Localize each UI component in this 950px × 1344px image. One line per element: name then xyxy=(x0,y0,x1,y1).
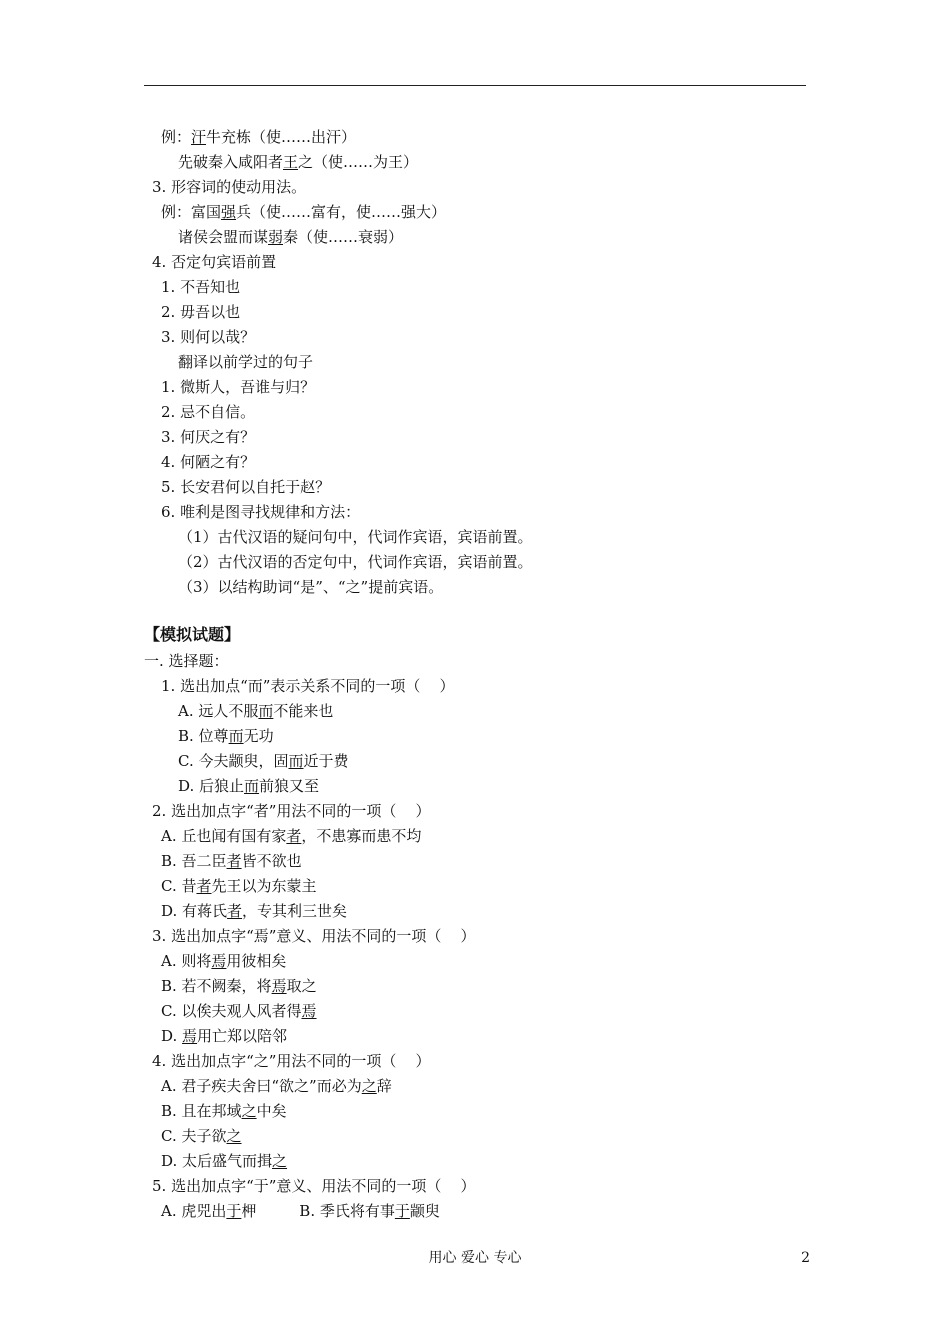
dotted-character: 汗 xyxy=(191,128,207,146)
text-segment: A. 丘也闻有国有家 xyxy=(161,827,287,845)
dotted-character: 之 xyxy=(226,1127,242,1145)
dotted-character: 于 xyxy=(394,1202,410,1220)
text-segment: 例：富国 xyxy=(161,203,222,221)
text-segment: 中矣 xyxy=(256,1102,287,1120)
text-segment: 不能来也 xyxy=(273,702,334,720)
text-segment: 牛充栋（使……出汗） xyxy=(206,128,357,146)
dotted-character: 于 xyxy=(226,1202,242,1220)
text-line xyxy=(161,327,255,347)
text-line xyxy=(152,177,306,197)
section-title: 【模拟试题】 xyxy=(144,625,241,644)
text-segment: 先破秦入咸阳者 xyxy=(178,153,284,171)
text-segment: 1. 不吾知也 xyxy=(161,278,241,296)
text-line xyxy=(161,502,360,522)
text-segment: 无功 xyxy=(243,727,274,745)
text-segment: 取之 xyxy=(286,977,317,995)
text-line xyxy=(161,477,330,497)
text-segment: A. 则将 xyxy=(161,952,212,970)
dotted-character: 弱 xyxy=(268,228,284,246)
text-segment: 近于费 xyxy=(303,752,349,770)
dotted-character: 之 xyxy=(241,1102,257,1120)
text-line xyxy=(152,252,276,272)
text-segment: D. 太后盛气而揖 xyxy=(161,1152,273,1170)
text-segment: A. 远人不服 xyxy=(178,702,259,720)
text-segment: 例： xyxy=(161,128,192,146)
dotted-character: 而 xyxy=(288,752,304,770)
text-segment: 6. 唯利是图寻找规律和方法： xyxy=(161,503,361,521)
text-segment: D. 有蒋氏 xyxy=(161,902,228,920)
text-segment: A. 虎兕出 xyxy=(161,1202,227,1220)
text-segment: 1. 微斯人，吾谁与归？ xyxy=(161,378,316,396)
text-line xyxy=(161,901,347,921)
text-segment: B. 吾二臣 xyxy=(161,852,227,870)
text-segment: 1. 选出加点“而”表示关系不同的一项（ ） xyxy=(161,677,455,695)
text-segment: 柙 B. 季氏将有事 xyxy=(241,1202,395,1220)
text-line xyxy=(152,801,431,821)
text-line xyxy=(161,1001,317,1021)
dotted-character: 者 xyxy=(226,852,242,870)
header-rule xyxy=(144,85,806,86)
text-segment: B. 且在邦域 xyxy=(161,1102,242,1120)
text-line xyxy=(152,1176,476,1196)
text-segment: ，专其利三世矣 xyxy=(242,902,348,920)
text-segment: 皆不欲也 xyxy=(241,852,302,870)
text-segment: 秦（使……衰弱） xyxy=(283,228,404,246)
dotted-character: 焉 xyxy=(211,952,227,970)
text-segment: 用彼相矣 xyxy=(226,952,287,970)
dotted-character: 而 xyxy=(228,727,244,745)
text-line xyxy=(178,352,313,372)
text-line xyxy=(161,1201,440,1221)
text-segment: B. 位尊 xyxy=(178,727,229,745)
text-line xyxy=(178,577,443,597)
text-segment: 4. 何陋之有？ xyxy=(161,453,256,471)
text-line xyxy=(152,926,476,946)
text-segment: 5. 长安君何以自托于赵？ xyxy=(161,478,331,496)
text-line xyxy=(178,552,533,572)
text-segment: C. 以俟夫观人风者得 xyxy=(161,1002,302,1020)
text-segment: 3. 选出加点字“焉”意义、用法不同的一项（ ） xyxy=(152,927,476,945)
text-line xyxy=(161,876,317,896)
page-number: 2 xyxy=(801,1250,810,1266)
dotted-character: 强 xyxy=(221,203,237,221)
text-segment: （3）以结构助词“是”、“之”提前宾语。 xyxy=(178,578,444,596)
text-segment: 2. 选出加点字“者”用法不同的一项（ ） xyxy=(152,802,431,820)
text-line xyxy=(161,1101,287,1121)
text-line xyxy=(161,676,455,696)
text-line xyxy=(161,402,255,422)
dotted-character: 焉 xyxy=(271,977,287,995)
text-line xyxy=(178,751,349,771)
text-line xyxy=(178,227,403,247)
text-segment: 3. 何厌之有？ xyxy=(161,428,256,446)
text-segment: C. 昔 xyxy=(161,877,197,895)
dotted-character: 者 xyxy=(196,877,212,895)
text-segment: （1）古代汉语的疑问句中，代词作宾语，宾语前置。 xyxy=(178,528,533,546)
text-line xyxy=(161,1151,287,1171)
text-line xyxy=(161,302,240,322)
text-line xyxy=(161,127,356,147)
text-segment: 2. 毋吾以也 xyxy=(161,303,241,321)
text-line xyxy=(178,726,274,746)
text-line xyxy=(161,951,286,971)
dotted-character: 者 xyxy=(227,902,243,920)
text-segment: 3. 则何以哉？ xyxy=(161,328,256,346)
text-segment: ，不患寡而患不均 xyxy=(301,827,422,845)
text-segment: D. 后狼止 xyxy=(178,777,245,795)
text-line xyxy=(178,776,319,796)
text-line xyxy=(161,1026,287,1046)
dotted-character: 而 xyxy=(258,702,274,720)
text-line xyxy=(152,1051,431,1071)
text-line xyxy=(161,202,446,222)
text-line xyxy=(178,152,418,172)
text-segment: A. 君子疾夫舍曰“欲之”而必为 xyxy=(161,1077,362,1095)
dotted-character: 而 xyxy=(244,777,260,795)
dotted-character: 王 xyxy=(283,153,299,171)
text-segment: 颛臾 xyxy=(409,1202,440,1220)
text-line xyxy=(161,377,315,397)
text-line xyxy=(144,651,229,671)
text-line xyxy=(161,427,255,447)
text-line xyxy=(161,826,421,846)
dotted-character: 焉 xyxy=(182,1027,198,1045)
text-segment: C. 今夫颛臾，固 xyxy=(178,752,289,770)
dotted-character: 者 xyxy=(286,827,302,845)
text-line xyxy=(161,851,302,871)
text-line xyxy=(161,1126,242,1146)
text-segment: 4. 选出加点字“之”用法不同的一项（ ） xyxy=(152,1052,431,1070)
text-line xyxy=(161,1076,392,1096)
text-line xyxy=(178,701,333,721)
text-segment: 之（使……为王） xyxy=(298,153,419,171)
text-segment: 诸侯会盟而谋 xyxy=(178,228,269,246)
text-segment: B. 若不阙秦，将 xyxy=(161,977,272,995)
text-segment: （2）古代汉语的否定句中，代词作宾语，宾语前置。 xyxy=(178,553,533,571)
text-line xyxy=(161,976,317,996)
text-segment: 一. 选择题： xyxy=(144,652,229,670)
text-segment: 辞 xyxy=(376,1077,392,1095)
text-line xyxy=(161,277,240,297)
text-segment: 先王以为东蒙主 xyxy=(211,877,317,895)
text-segment: 5. 选出加点字“于”意义、用法不同的一项（ ） xyxy=(152,1177,476,1195)
text-segment: 兵（使……富有，使……强大） xyxy=(236,203,447,221)
text-segment: D. xyxy=(161,1027,183,1045)
dotted-character: 焉 xyxy=(301,1002,317,1020)
text-line xyxy=(161,452,255,472)
text-segment: 3. 形容词的使动用法。 xyxy=(152,178,307,196)
text-segment: 4. 否定句宾语前置 xyxy=(152,253,277,271)
text-line xyxy=(178,527,533,547)
text-segment: 翻译以前学过的句子 xyxy=(178,353,314,371)
text-segment: 前狼又至 xyxy=(259,777,320,795)
dotted-character: 之 xyxy=(272,1152,288,1170)
text-segment: C. 夫子欲 xyxy=(161,1127,227,1145)
text-segment: 2. 忌不自信。 xyxy=(161,403,256,421)
footer-motto: 用心 爱心 专心 xyxy=(428,1250,522,1266)
dotted-character: 之 xyxy=(361,1077,377,1095)
text-segment: 用亡郑以陪邻 xyxy=(197,1027,288,1045)
